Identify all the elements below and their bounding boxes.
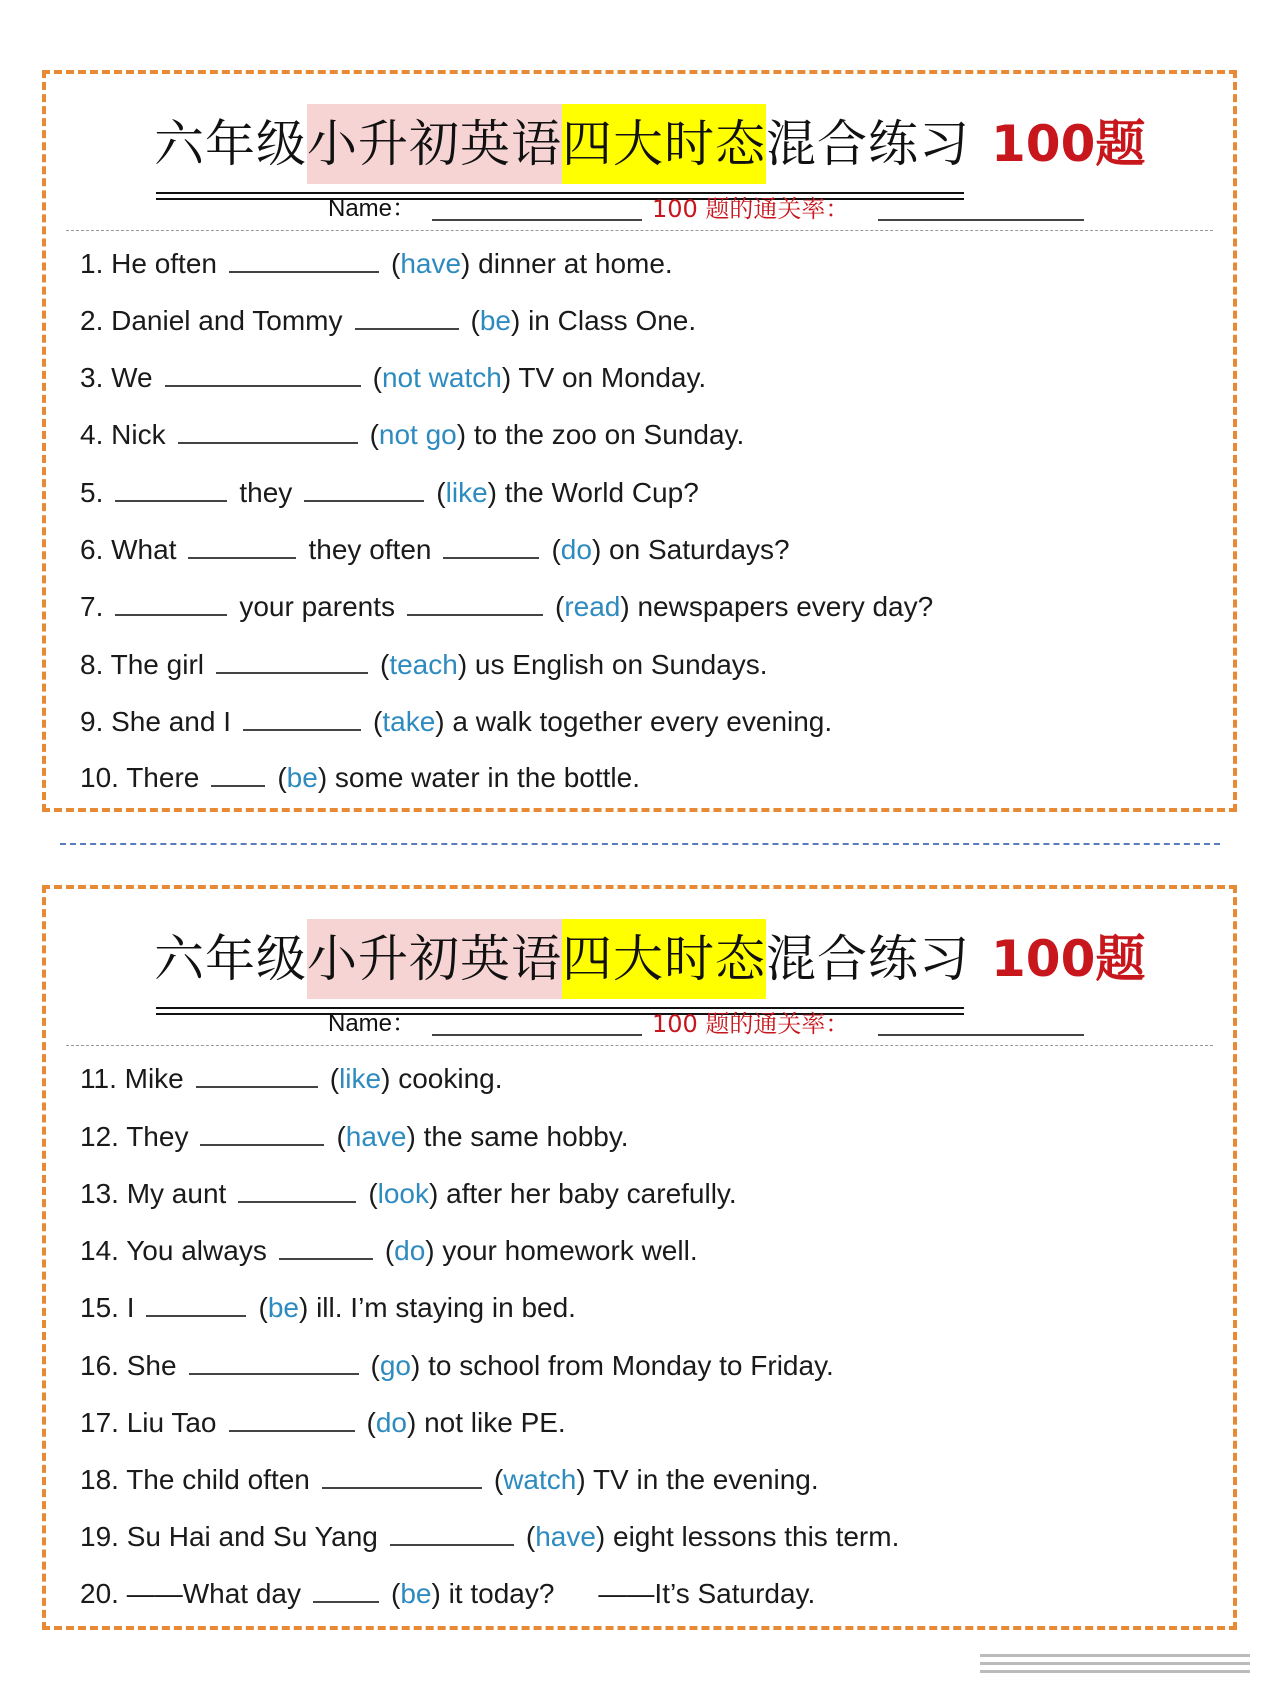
question-item — [80, 473, 699, 513]
verb-hint-word: go — [379, 1350, 412, 1381]
verb-hint-word: do — [394, 1235, 426, 1266]
question-item — [80, 1403, 566, 1443]
verb-hint-word: do — [560, 534, 592, 565]
question-item — [80, 415, 744, 455]
page-separator — [60, 843, 1220, 845]
question-answer-example: ——It’s Saturday. — [598, 1578, 816, 1609]
verb-hint: (be — [277, 762, 318, 793]
question-stem-end: ) not like PE. — [406, 1407, 566, 1438]
question-item — [80, 530, 790, 570]
verb-hint: (like — [436, 477, 488, 508]
verb-hint: (read — [555, 591, 621, 622]
question-item — [80, 1231, 698, 1271]
worksheet-title — [46, 104, 1233, 184]
question-item — [80, 1346, 834, 1386]
worksheet-2 — [42, 885, 1237, 1630]
verb-hint: (take — [373, 706, 436, 737]
title-part-grade: 六年级 — [154, 115, 307, 173]
answer-blank[interactable] — [390, 1520, 514, 1546]
title-count: 100题 — [991, 930, 1146, 988]
verb-hint-word: do — [375, 1407, 407, 1438]
question-stem: 18. The child often — [80, 1464, 310, 1495]
answer-blank[interactable] — [216, 648, 368, 674]
title-part-topic: 小升初英语 — [307, 919, 562, 999]
question-item — [80, 1574, 815, 1614]
question-item — [80, 758, 640, 798]
verb-hint-word: have — [345, 1121, 407, 1152]
question-stem-mid: your parents — [239, 591, 395, 622]
pass-rate-label: 100 题的通关率： — [652, 195, 850, 223]
answer-blank[interactable] — [178, 418, 358, 444]
answer-blank[interactable] — [196, 1062, 318, 1088]
question-stem-end: ) after her baby carefully. — [429, 1178, 737, 1209]
question-item — [80, 301, 696, 341]
answer-blank[interactable] — [115, 590, 227, 616]
verb-hint-word: teach — [389, 649, 458, 680]
answer-blank[interactable] — [313, 1577, 379, 1603]
question-stem: 6. What — [80, 534, 177, 565]
answer-blank[interactable] — [229, 1406, 355, 1432]
title-text — [154, 104, 970, 184]
verb-hint-word: not go — [378, 419, 457, 450]
question-stem-mid: they — [239, 477, 293, 508]
pass-rate-label: 100 题的通关率： — [652, 1010, 850, 1038]
question-stem: 17. Liu Tao — [80, 1407, 217, 1438]
question-item — [80, 1174, 737, 1214]
verb-hint: (not go — [369, 419, 457, 450]
title-part-practice: 混合练习 — [766, 930, 970, 988]
verb-hint: (watch — [493, 1464, 577, 1495]
question-stem: 15. I — [80, 1292, 135, 1323]
question-stem-end: ) to school from Monday to Friday. — [411, 1350, 834, 1381]
question-stem: 19. Su Hai and Su Yang — [80, 1521, 378, 1552]
question-stem-end: ) on Saturdays? — [591, 534, 790, 565]
answer-blank[interactable] — [115, 476, 227, 502]
title-part-tenses: 四大时态 — [562, 919, 766, 999]
answer-blank[interactable] — [211, 761, 265, 787]
verb-hint: (have — [336, 1121, 407, 1152]
question-item — [80, 702, 832, 742]
question-stem-end: ) the World Cup? — [487, 477, 699, 508]
worksheet-title — [46, 919, 1233, 999]
verb-hint: (be — [390, 1578, 432, 1609]
verb-hint-word: not watch — [381, 362, 502, 393]
question-stem-end: ) newspapers every day? — [620, 591, 934, 622]
watermark-icon — [980, 1650, 1250, 1680]
question-stem-end: ) dinner at home. — [461, 248, 673, 279]
title-text — [154, 919, 970, 999]
verb-hint: (be — [258, 1292, 299, 1323]
question-stem: 1. He often — [80, 248, 217, 279]
verb-hint: (do — [551, 534, 592, 565]
question-item — [80, 358, 706, 398]
question-stem-end: ) us English on Sundays. — [457, 649, 768, 680]
question-stem-end: ) in Class One. — [510, 305, 697, 336]
question-item — [80, 587, 933, 627]
verb-hint-word: have — [400, 248, 462, 279]
divider — [66, 1045, 1213, 1046]
question-stem-end: ) to the zoo on Sunday. — [456, 419, 745, 450]
verb-hint: (be — [470, 305, 511, 336]
verb-hint-word: have — [535, 1521, 596, 1552]
answer-blank[interactable] — [188, 533, 296, 559]
answer-blank[interactable] — [279, 1234, 373, 1260]
question-stem: 12. They — [80, 1121, 189, 1152]
question-stem-end: ) TV in the evening. — [576, 1464, 819, 1495]
question-item — [80, 1517, 899, 1557]
verb-hint: (not watch — [372, 362, 502, 393]
name-row — [46, 1004, 1233, 1044]
answer-blank[interactable] — [146, 1291, 246, 1317]
pass-rate-field[interactable] — [878, 1034, 1084, 1036]
answer-blank[interactable] — [407, 590, 543, 616]
verb-hint-word: take — [382, 706, 436, 737]
title-part-grade: 六年级 — [154, 930, 307, 988]
title-count: 100题 — [991, 115, 1146, 173]
question-stem-end: ) TV on Monday. — [501, 362, 707, 393]
question-stem-end: ) eight lessons this term. — [595, 1521, 900, 1552]
question-stem: 16. She — [80, 1350, 177, 1381]
question-stem-end: ) some water in the bottle. — [317, 762, 640, 793]
verb-hint: (like — [329, 1063, 382, 1094]
question-stem: 13. My aunt — [80, 1178, 227, 1209]
name-label: Name： — [328, 1010, 417, 1037]
question-stem: 2. Daniel and Tommy — [80, 305, 343, 336]
name-label: Name： — [328, 195, 417, 222]
verb-hint: (have — [390, 248, 462, 279]
verb-hint: (teach — [380, 649, 458, 680]
title-part-topic: 小升初英语 — [307, 104, 562, 184]
question-stem: 8. The girl — [80, 649, 204, 680]
verb-hint: (look — [368, 1178, 430, 1209]
question-item — [80, 244, 673, 284]
question-item — [80, 1059, 503, 1099]
verb-hint-word: watch — [503, 1464, 577, 1495]
verb-hint-word: be — [286, 762, 318, 793]
question-stem: 4. Nick — [80, 419, 166, 450]
pass-rate-field[interactable] — [878, 219, 1084, 221]
answer-blank[interactable] — [304, 476, 424, 502]
verb-hint-word: read — [564, 591, 621, 622]
question-stem-end: ) a walk together every evening. — [435, 706, 833, 737]
name-field[interactable] — [432, 1034, 642, 1036]
verb-hint-word: be — [400, 1578, 432, 1609]
answer-blank[interactable] — [243, 705, 361, 731]
question-stem: 10. There — [80, 762, 200, 793]
answer-blank[interactable] — [322, 1463, 482, 1489]
question-item — [80, 1288, 576, 1328]
answer-blank[interactable] — [238, 1177, 356, 1203]
question-item — [80, 1460, 819, 1500]
verb-hint-word: look — [377, 1178, 430, 1209]
divider — [66, 230, 1213, 231]
verb-hint-word: be — [479, 305, 511, 336]
question-stem-end: ) cooking. — [381, 1063, 503, 1094]
question-stem: 20. ——What day — [80, 1578, 301, 1609]
title-part-practice: 混合练习 — [766, 115, 970, 173]
question-item — [80, 1117, 629, 1157]
question-item — [80, 645, 768, 685]
question-stem: 14. You always — [80, 1235, 267, 1266]
question-stem-mid: they often — [308, 534, 432, 565]
verb-hint: (go — [370, 1350, 412, 1381]
question-stem: 9. She and I — [80, 706, 232, 737]
answer-blank[interactable] — [443, 533, 539, 559]
worksheet-1 — [42, 70, 1237, 812]
answer-blank[interactable] — [229, 247, 379, 273]
answer-blank[interactable] — [200, 1120, 324, 1146]
question-stem-end: ) the same hobby. — [406, 1121, 629, 1152]
verb-hint-word: like — [339, 1063, 382, 1094]
verb-hint: (do — [366, 1407, 407, 1438]
name-field[interactable] — [432, 219, 642, 221]
question-stem-end: ) it today? — [431, 1578, 555, 1609]
answer-blank[interactable] — [165, 361, 361, 387]
question-stem: 7. — [80, 591, 104, 622]
verb-hint-word: be — [267, 1292, 299, 1323]
name-row — [46, 189, 1233, 229]
verb-hint: (have — [525, 1521, 596, 1552]
verb-hint: (do — [384, 1235, 426, 1266]
question-stem-end: ) your homework well. — [425, 1235, 698, 1266]
question-stem: 3. We — [80, 362, 153, 393]
question-stem-end: ) ill. I’m staying in bed. — [298, 1292, 576, 1323]
question-stem: 11. Mike — [80, 1063, 184, 1094]
title-part-tenses: 四大时态 — [562, 104, 766, 184]
question-stem: 5. — [80, 477, 104, 508]
verb-hint-word: like — [445, 477, 488, 508]
answer-blank[interactable] — [355, 304, 459, 330]
answer-blank[interactable] — [189, 1349, 359, 1375]
